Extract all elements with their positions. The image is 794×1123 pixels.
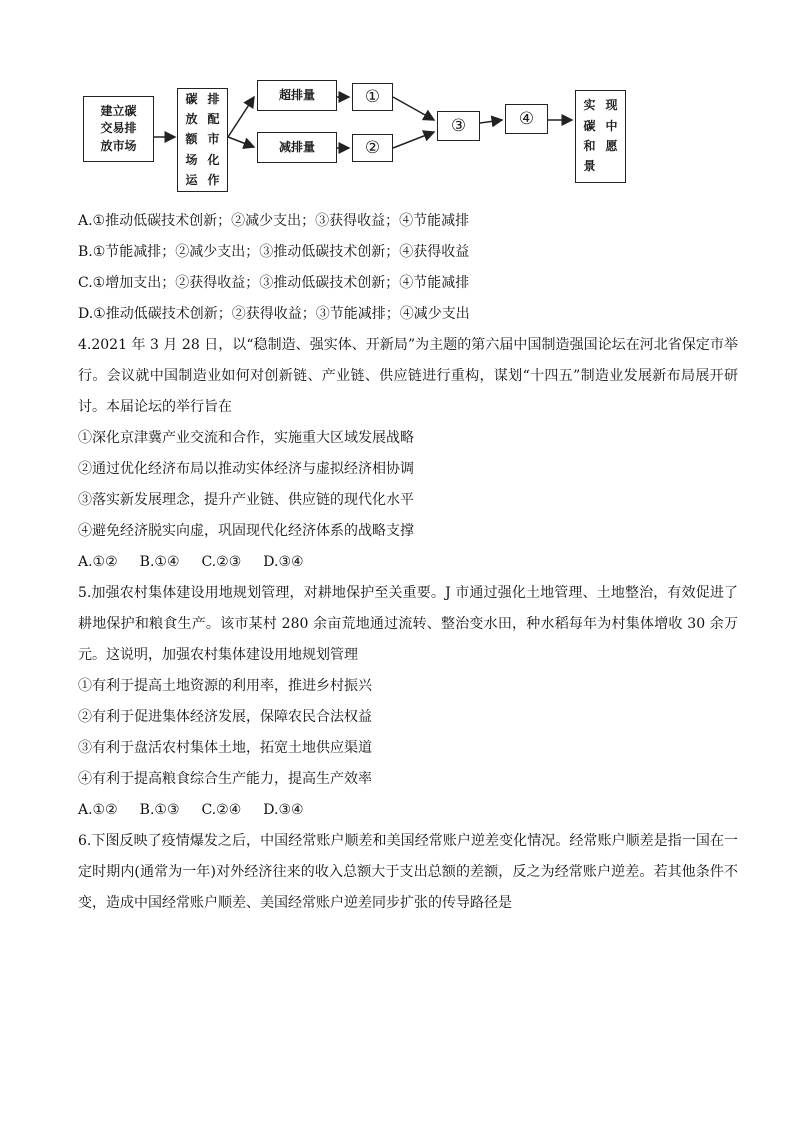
q3-option-c: C.①增加支出；②获得收益；③推动低碳技术创新；④节能减排 [78,275,470,291]
arrow-1-to-3 [393,97,434,120]
circle-3-label: ③ [450,115,467,136]
q5-option-d: D.③④ [263,802,304,818]
circle-4-label: ④ [518,108,535,129]
box-carbon-neutral-goal [575,90,626,183]
q4-option-d: D.③④ [263,554,304,570]
q5-options [78,795,738,826]
goal-char: 现 [605,98,618,113]
q4-item-1: ①深化京津冀产业交流和合作，实施重大区域发展战略 [78,430,414,446]
q4-stem: 4.2021 年 3 月 28 日，以“稳制造、强实体、开新局”为主题的第六届中国制造强国论坛在河北省保定市举行。会议就中国制造业如何对创新链、产业链、供应链进行重构，谋划“十四五”制造业发展新布局展开研讨。本届论坛的举行旨在 [78,337,738,415]
q3-option-d: D.①推动低碳技术创新；②获得收益；③节能减排；④减少支出 [78,306,470,322]
q4-option-c: C.②③ [201,554,242,570]
q4-item-4: ④避免经济脱实向虚，巩固现代化经济体系的战略支撑 [78,523,414,539]
q4-option-b: B.①④ [139,554,180,570]
box-reduce-emission [257,132,337,163]
q5-item-2: ②有利于促进集体经济发展，保障农民合法权益 [78,709,372,725]
goal-char: 景 [583,159,596,174]
box-blank-1 [352,83,393,111]
q6-stem: 6.下图反映了疫情爆发之后，中国经常账户顺差和美国经常账户逆差变化情况。经常账户顺差是指一国在一定时期内(通常为一年)对外经济往来的收入总额大于支出总额的差额，反之为经常账户逆差。若其他条件不变，造成中国经常账户顺差、美国经常账户逆差同步扩张的传导路径是 [78,833,738,911]
arrow-quota-to-over [228,97,254,137]
circle-2-label: ② [364,137,381,158]
goal-char: 中 [605,118,618,133]
quota-char: 市 [207,132,220,147]
goal-char: 实 [583,98,596,113]
box-carbon-market-line1: 建立碳 [100,103,137,118]
q5-option-a: A.①② [78,802,118,818]
flow-diagram [0,0,794,200]
quota-char: 作 [207,173,220,188]
q4-item-2: ②通过优化经济布局以推动实体经济与虚拟经济相协调 [78,461,414,477]
arrow-3-to-4 [480,120,502,123]
box-blank-3 [437,111,480,141]
quota-char: 排 [207,91,220,106]
goal-char: 和 [583,139,596,153]
arrow-2-to-3 [393,132,434,148]
box-carbon-market-line3: 放市场 [100,138,137,153]
box-over-emission [257,80,337,111]
goal-char: 碳 [583,118,596,133]
quota-char: 运 [185,173,198,188]
box-reduce-emission-label: 减排量 [278,139,315,154]
q4-option-a: A.①② [78,554,118,570]
q5-option-c: C.②④ [201,802,242,818]
q5-option-b: B.①③ [139,802,180,818]
box-carbon-market-line2: 交易排 [100,121,137,136]
goal-char: 愿 [605,139,618,153]
quota-char: 化 [207,152,220,167]
q4-item-3: ③落实新发展理念，提升产业链、供应链的现代化水平 [78,492,414,508]
quota-char: 放 [185,111,198,126]
box-over-emission-label: 超排量 [278,87,315,102]
quota-char: 场 [185,152,198,167]
q3-option-b: B.①节能减排；②减少支出；③推动低碳技术创新；④获得收益 [78,244,470,260]
quota-char: 配 [207,111,220,126]
q5-stem: 5.加强农村集体建设用地规划管理，对耕地保护至关重要。J 市通过强化土地管理、土地整治，有效促进了耕地保护和粮食生产。该市某村 280 余亩荒地通过流转、整治变水田，种水稻每年为村集体增收 30 余万元。这说明，加强农村集体建设用地规划管理 [78,585,738,663]
circle-1-label: ① [364,86,381,107]
arrow-quota-to-reduce [228,137,254,147]
q5-item-3: ③有利于盘活农村集体土地，拓宽土地供应渠道 [78,740,372,756]
quota-char: 碳 [185,91,198,106]
box-blank-4 [505,104,548,134]
q5-item-1: ①有利于提高土地资源的利用率，推进乡村振兴 [78,678,372,694]
q5-item-4: ④有利于提高粮食综合生产能力，提高生产效率 [78,771,372,787]
box-carbon-market [83,96,154,162]
q4-options [78,547,738,578]
quota-char: 额 [185,132,198,147]
box-quota-market [177,88,228,192]
q3-option-a: A.①推动低碳技术创新；②减少支出；③获得收益；④节能减排 [78,213,470,229]
box-blank-2 [352,134,393,162]
question-text [78,206,738,919]
